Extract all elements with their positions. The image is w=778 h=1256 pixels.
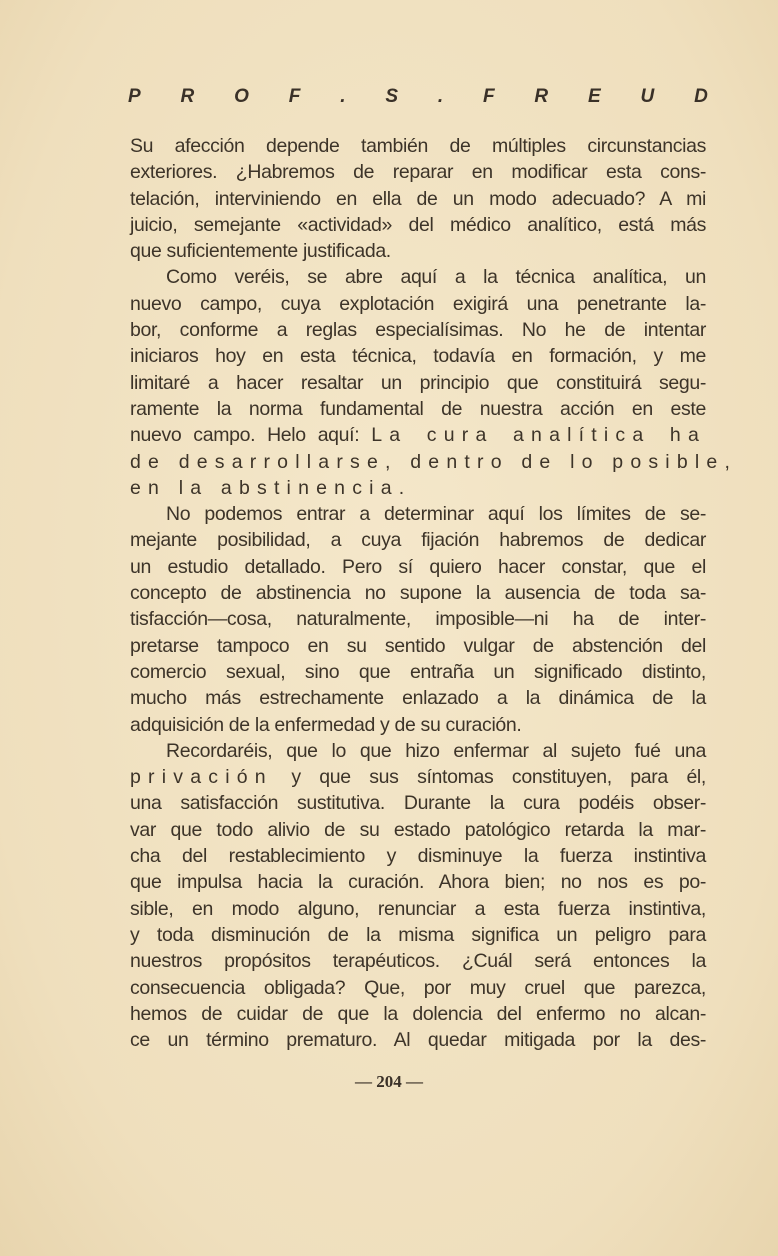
text-segment: un estudio detallado. Pero sí quiero hacer constar, que el xyxy=(130,555,706,578)
header-letter: U xyxy=(640,86,655,107)
header-letter: E xyxy=(588,86,601,107)
text-line xyxy=(130,475,706,501)
text-segment: una satisfacción sustitutiva. Durante la cura podéis obser- xyxy=(130,792,706,815)
text-segment: nuevo campo, cuya explotación exigirá una penetrante la- xyxy=(130,292,706,315)
text-segment: Su afección depende también de múltiples circunstancias xyxy=(130,135,706,157)
text-segment: mejante posibilidad, a cuya fijación habremos de dedicar xyxy=(130,529,706,552)
text-segment: No podemos entrar a determinar aquí los límites de se- xyxy=(166,503,706,526)
text-segment: telación, interviniendo en ella de un modo adecuado? A mi xyxy=(130,187,706,210)
text-line xyxy=(130,212,706,238)
text-line xyxy=(130,712,706,738)
text-segment: que impulsa hacia la curación. Ahora bien; no nos es po- xyxy=(130,871,706,894)
spaced-emphasis-text: La cura analítica ha xyxy=(371,424,706,447)
text-segment: nuevo campo. Helo aquí: xyxy=(130,424,372,447)
text-line xyxy=(130,580,706,606)
text-line xyxy=(130,790,706,816)
header-letter: D xyxy=(694,86,708,107)
text-segment: juicio, semejante «actividad» del médico analítico, está más xyxy=(130,213,706,236)
text-segment: tisfacción—cosa, naturalmente, imposible—ni ha de inter- xyxy=(130,608,706,631)
header-letter: R xyxy=(180,86,195,107)
text-segment: var que todo alivio de su estado patológico retarda la mar- xyxy=(130,818,706,841)
text-line xyxy=(130,843,706,869)
text-line xyxy=(130,133,706,159)
text-line xyxy=(130,817,706,843)
text-segment: exteriores. ¿Habremos de reparar en modificar esta cons- xyxy=(130,161,706,184)
text-line xyxy=(130,1027,706,1053)
text-segment: limitaré a hacer resaltar un principio que constituirá segu- xyxy=(130,371,706,394)
header-letter: O xyxy=(234,86,249,107)
text-line xyxy=(130,264,706,290)
text-line xyxy=(130,159,706,185)
text-segment: hemos de cuidar de que la dolencia del enfermo no alcan- xyxy=(130,1002,706,1025)
text-line xyxy=(130,554,706,580)
text-segment: sible, en modo alguno, renunciar a esta fuerza instintiva, xyxy=(130,897,706,920)
text-line xyxy=(130,527,706,553)
text-line xyxy=(130,501,706,527)
text-segment: que suficientemente justificada. xyxy=(130,240,391,263)
text-segment: consecuencia obligada? Que, por muy cruel que parezca, xyxy=(130,976,706,999)
text-line xyxy=(130,869,706,895)
header-letter: . xyxy=(340,86,346,107)
text-line xyxy=(130,186,706,212)
text-segment: ce un término prematuro. Al quedar mitigada por la des- xyxy=(130,1029,706,1052)
text-line xyxy=(130,238,706,264)
header-letter: F xyxy=(482,86,495,107)
page-number: — 204 — xyxy=(355,1072,423,1091)
text-line xyxy=(130,975,706,1001)
text-segment: Como veréis, se abre aquí a la técnica analítica, un xyxy=(166,266,706,289)
header-letter: P xyxy=(128,86,141,107)
text-segment: bor, conforme a reglas especialísimas. No he de intentar xyxy=(130,319,706,342)
text-line xyxy=(130,422,706,448)
text-line xyxy=(130,685,706,711)
text-line xyxy=(130,1001,706,1027)
text-segment: y toda disminución de la misma significa un peligro para xyxy=(130,923,706,946)
spaced-emphasis-text: en la abstinencia. xyxy=(130,476,412,499)
text-line xyxy=(130,370,706,396)
text-segment: comercio sexual, sino que entraña un significado distinto, xyxy=(130,660,706,683)
text-line xyxy=(130,764,706,790)
header-letter: S xyxy=(385,86,398,107)
spaced-emphasis-text: de desarrollarse, dentro de lo posible, xyxy=(130,450,738,473)
text-line xyxy=(130,922,706,948)
text-line xyxy=(130,343,706,369)
body-text xyxy=(130,133,738,1053)
text-segment: y que sus síntomas constituyen, para él, xyxy=(272,766,706,789)
header-letter: F xyxy=(288,86,301,107)
text-line xyxy=(130,896,706,922)
text-segment: ramente la norma fundamental de nuestra acción en este xyxy=(130,397,706,420)
text-line xyxy=(130,291,706,317)
text-segment: iniciaros hoy en esta técnica, todavía en formación, y me xyxy=(130,345,706,368)
text-line xyxy=(130,606,706,632)
running-header xyxy=(128,86,708,108)
text-segment: mucho más estrechamente enlazado a la dinámica de la xyxy=(130,687,706,710)
text-line xyxy=(130,449,738,475)
header-letter: R xyxy=(534,86,549,107)
text-line xyxy=(130,659,706,685)
text-segment: Recordaréis, que lo que hizo enfermar al sujeto fué una xyxy=(166,739,706,762)
text-line xyxy=(130,948,706,974)
header-letter: . xyxy=(437,86,444,107)
text-line xyxy=(130,738,706,764)
text-segment: nuestros propósitos terapéuticos. ¿Cuál será entonces la xyxy=(130,950,706,973)
text-line xyxy=(130,633,706,659)
text-segment: pretarse tampoco en su sentido vulgar de abstención del xyxy=(130,634,706,657)
spaced-emphasis-text: privación xyxy=(130,766,273,789)
text-line xyxy=(130,317,706,343)
text-line xyxy=(130,396,706,422)
text-segment: concepto de abstinencia no supone la ausencia de toda sa- xyxy=(130,582,706,605)
text-segment: adquisición de la enfermedad y de su curación. xyxy=(130,713,522,736)
text-segment: cha del restablecimiento y disminuye la fuerza instintiva xyxy=(130,845,706,868)
